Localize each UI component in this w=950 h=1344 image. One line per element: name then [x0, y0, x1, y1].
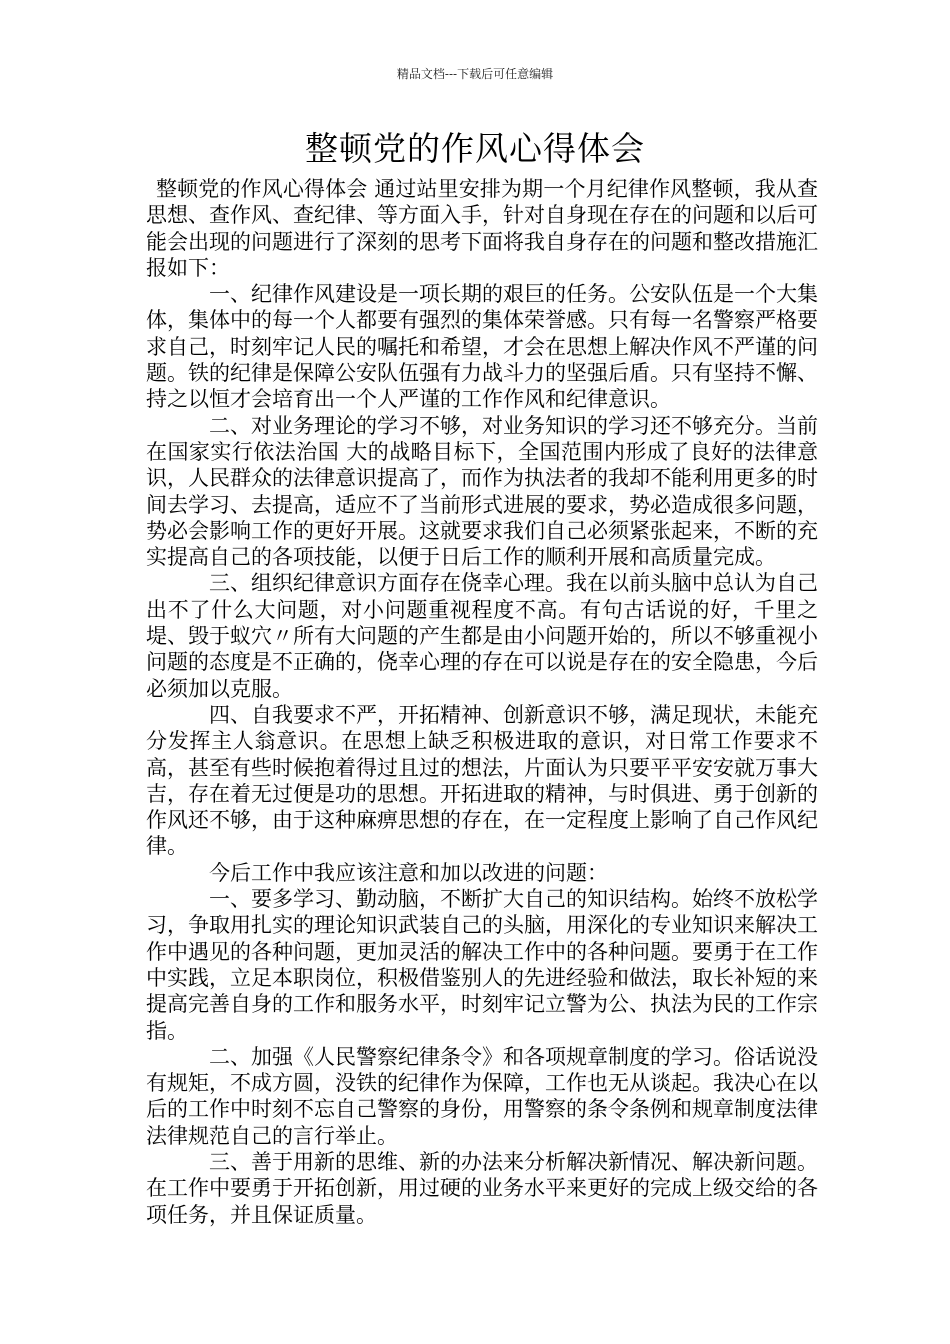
- document-title: 整顿党的作风心得体会: [305, 129, 645, 168]
- paragraph-improvement-2: 二、加强《人民警察纪律条令》和各项规章制度的学习。俗话说没有规矩，不成方圆，没铁的纪律作为保障，工作也无从谈起。我决心在以后的工作中时刻不忘自己警察的身份，用警察的条令条例和规章制度法律法律规范自己的言行举止。: [146, 1044, 818, 1148]
- header-note: 精品文档---下载后可任意编辑: [396, 67, 554, 81]
- paragraph-point-2: 二、对业务理论的学习不够，对业务知识的学习还不够充分。当前在国家实行依法治国 大的战略目标下，全国范围内形成了良好的法律意识，人民群众的法律意识提高了，而作为执法者的我却不能利用更多的时间去学习、去提高，适应不了当前形式进展的要求，势必造成很多问题，势必会影响工作的更好开展。这就要求我们自己必须紧张起来，不断的充实提高自己的各项技能，以便于日后工作的顺利开展和高质量完成。: [146, 413, 818, 570]
- paragraph-point-1: 一、纪律作风建设是一项长期的艰巨的任务。公安队伍是一个大集体，集体中的每一个人都要有强烈的集体荣誉感。只有每一名警察严格要求自己，时刻牢记人民的嘱托和希望，才会在思想上解决作风不严谨的问题。铁的纪律是保障公安队伍强有力战斗力的坚强后盾。只有坚持不懈、持之以恒才会培育出一个人严谨的工作作风和纪律意识。: [146, 282, 818, 412]
- paragraph-improvement-1: 一、要多学习、勤动脑，不断扩大自己的知识结构。始终不放松学习，争取用扎实的理论知识武装自己的头脑，用深化的专业知识来解决工作中遇见的各种问题，更加灵活的解决工作中的各种问题。要勇于在工作中实践，立足本职岗位，积极借鉴别人的先进经验和做法，取长补短的来提高完善自身的工作和服务水平，时刻牢记立警为公、执法为民的工作宗指。: [146, 887, 818, 1043]
- paragraph-point-3: 三、组织纪律意识方面存在侥幸心理。我在以前头脑中总认为自己出不了什么大问题，对小问题重视程度不高。有句古话说的好，千里之堤、毁于蚁穴〃所有大问题的产生都是由小问题开始的，所以不够重视小问题的态度是不正确的，侥幸心理的存在可以说是存在的安全隐患，今后必须加以克服。: [146, 571, 818, 701]
- paragraph-intro: 整顿党的作风心得体会 通过站里安排为期一个月纪律作风整顿，我从查思想、查作风、查纪律、等方面入手，针对自身现在存在的问题和以后可能会出现的问题进行了深刻的思考下面将我自身存在的问题和整改措施汇报如下：: [146, 177, 818, 280]
- paragraph-improvements-heading: 今后工作中我应该注意和加以改进的问题：: [209, 860, 608, 885]
- document-body: [146, 176, 818, 1228]
- paragraph-point-4: 四、自我要求不严，开拓精神、创新意识不够，满足现状，未能充分发挥主人翁意识。在思想上缺乏积极进取的意识，对日常工作要求不高，甚至有些时候抱着得过且过的想法，片面认为只要平平安安就万事大吉，存在着无过便是功的思想。开拓进取的精神，与时俱进、勇于创新的作风还不够，由于这种麻痹思想的存在，在一定程度上影响了自己作风纪律。: [146, 702, 818, 859]
- paragraph-improvement-3: 三、善于用新的思维、新的办法来分析解决新情况、解决新问题。在工作中要勇于开拓创新，用过硬的业务水平来更好的完成上级交给的各项任务，并且保证质量。: [146, 1149, 818, 1227]
